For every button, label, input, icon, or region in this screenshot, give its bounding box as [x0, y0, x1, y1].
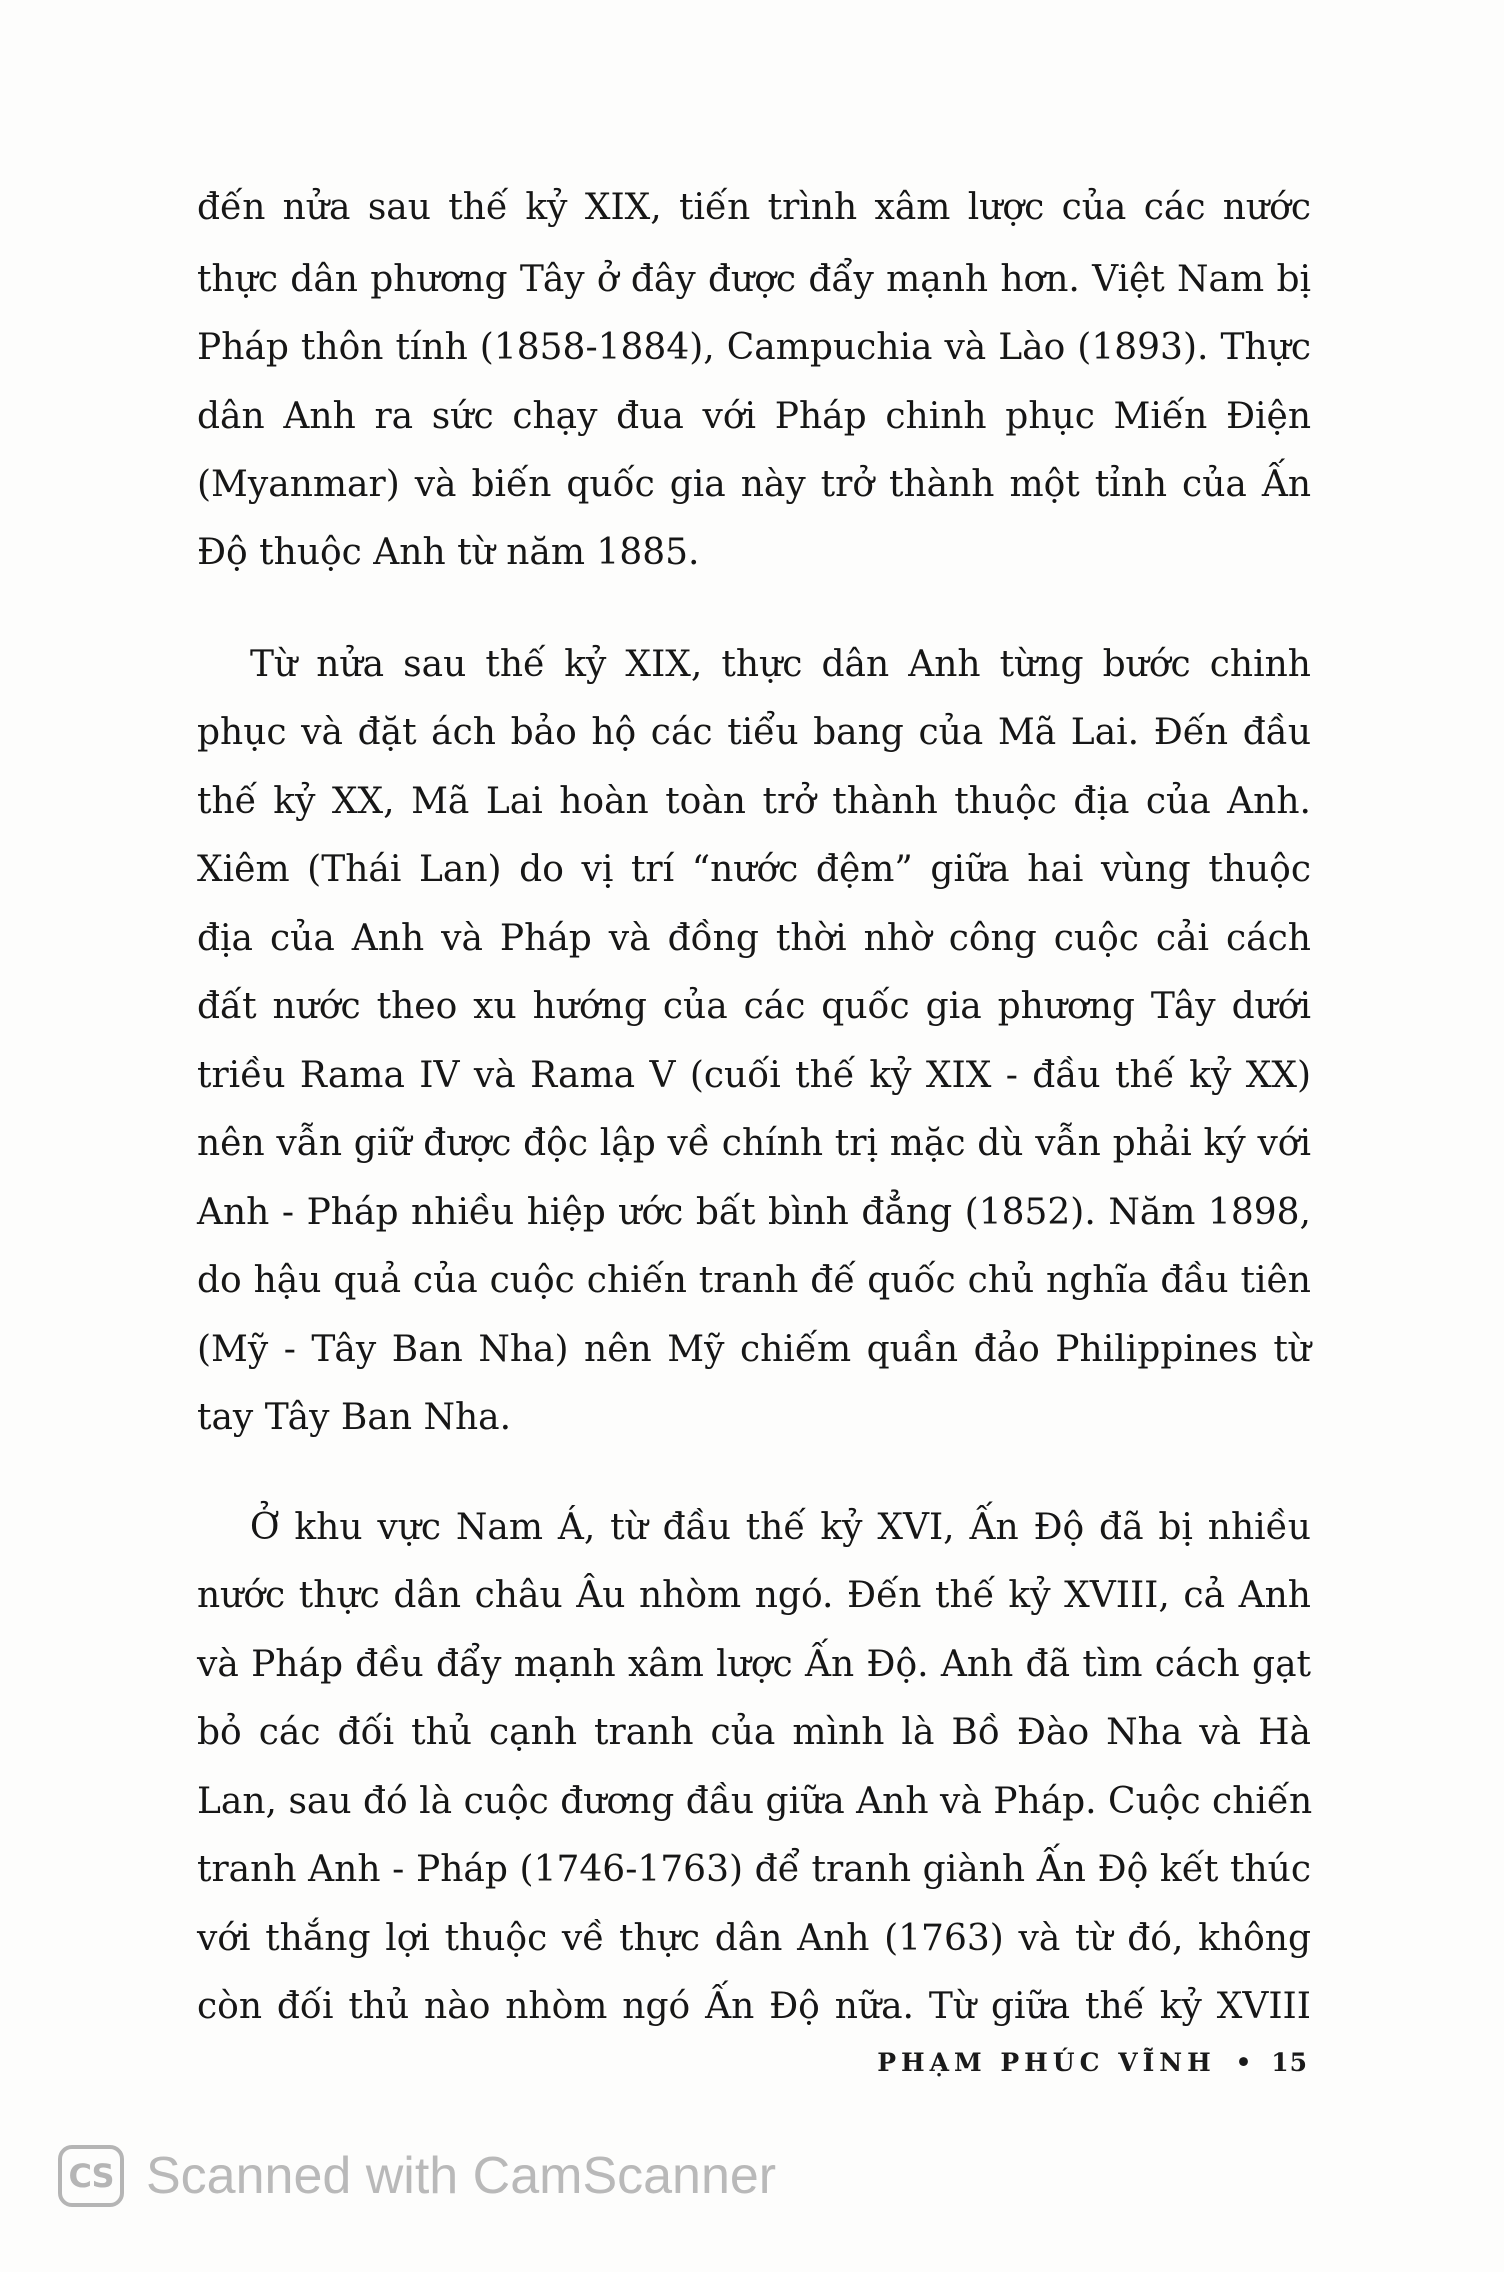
paragraph-line: triều Rama IV và Rama V (cuối thế kỷ XIX - đầu thế kỷ XX) — [197, 1055, 1311, 1096]
paragraph-line: thế kỷ XX, Mã Lai hoàn toàn trở thành thuộc địa của Anh. — [197, 781, 1311, 822]
paragraph-line: phục và đặt ách bảo hộ các tiểu bang của Mã Lai. Đến đầu — [197, 712, 1311, 753]
paragraph-line: tranh Anh - Pháp (1746-1763) để tranh giành Ấn Độ kết thúc — [197, 1849, 1311, 1890]
paragraph-line: Lan, sau đó là cuộc đương đầu giữa Anh và Pháp. Cuộc chiến — [197, 1781, 1313, 1822]
paragraph-line: Pháp thôn tính (1858-1884), Campuchia và Lào (1893). Thực — [197, 327, 1311, 368]
camscanner-watermark — [58, 2142, 776, 2210]
paragraph-line: và Pháp đều đẩy mạnh xâm lược Ấn Độ. Anh đã tìm cách gạt — [197, 1644, 1311, 1685]
camscanner-logo-icon: CS — [58, 2145, 124, 2207]
watermark-text: Scanned with CamScanner — [146, 2147, 777, 2205]
paragraph-line: bỏ các đối thủ cạnh tranh của mình là Bồ Đào Nha và Hà — [197, 1712, 1311, 1753]
paragraph-line: nên vẫn giữ được độc lập về chính trị mặc dù vẫn phải ký với — [197, 1123, 1311, 1164]
paragraph-line: (Myanmar) và biến quốc gia này trở thành một tỉnh của Ấn — [197, 464, 1311, 505]
page-footer — [877, 2048, 1308, 2077]
paragraph-line: (Mỹ - Tây Ban Nha) nên Mỹ chiếm quần đảo Philippines từ — [197, 1329, 1311, 1370]
paragraph-line: còn đối thủ nào nhòm ngó Ấn Độ nữa. Từ giữa thế kỷ XVIII — [197, 1986, 1311, 2027]
paragraph-line: do hậu quả của cuộc chiến tranh đế quốc chủ nghĩa đầu tiên — [197, 1260, 1311, 1301]
paragraph-line: tay Tây Ban Nha. — [197, 1397, 512, 1438]
paragraph-line: nước thực dân châu Âu nhòm ngó. Đến thế kỷ XVIII, cả Anh — [197, 1575, 1311, 1616]
paragraph-line: địa của Anh và Pháp và đồng thời nhờ công cuộc cải cách — [197, 918, 1311, 959]
paragraph-line: Xiêm (Thái Lan) do vị trí “nước đệm” giữa hai vùng thuộc — [197, 849, 1311, 890]
paragraph-line: đến nửa sau thế kỷ XIX, tiến trình xâm lược của các nước — [197, 187, 1311, 228]
paragraph-line: đất nước theo xu hướng của các quốc gia phương Tây dưới — [197, 986, 1311, 1027]
paragraph-line: Độ thuộc Anh từ năm 1885. — [197, 532, 700, 573]
paragraph-line: với thắng lợi thuộc về thực dân Anh (1763) và từ đó, không — [197, 1918, 1311, 1959]
paragraph-line: dân Anh ra sức chạy đua với Pháp chinh phục Miến Điện — [197, 396, 1311, 437]
paragraph-line: Ở khu vực Nam Á, từ đầu thế kỷ XVI, Ấn Độ đã bị nhiều — [250, 1507, 1311, 1548]
paragraph-line: Anh - Pháp nhiều hiệp ước bất bình đẳng (1852). Năm 1898, — [197, 1192, 1311, 1233]
paragraph-line: Từ nửa sau thế kỷ XIX, thực dân Anh từng bước chinh — [250, 644, 1311, 685]
paragraph-line: thực dân phương Tây ở đây được đẩy mạnh hơn. Việt Nam bị — [197, 259, 1311, 300]
footer-separator: • — [1235, 2048, 1252, 2077]
page-number: 15 — [1271, 2048, 1308, 2077]
footer-author: PHẠM PHÚC VĨNH — [877, 2048, 1216, 2077]
